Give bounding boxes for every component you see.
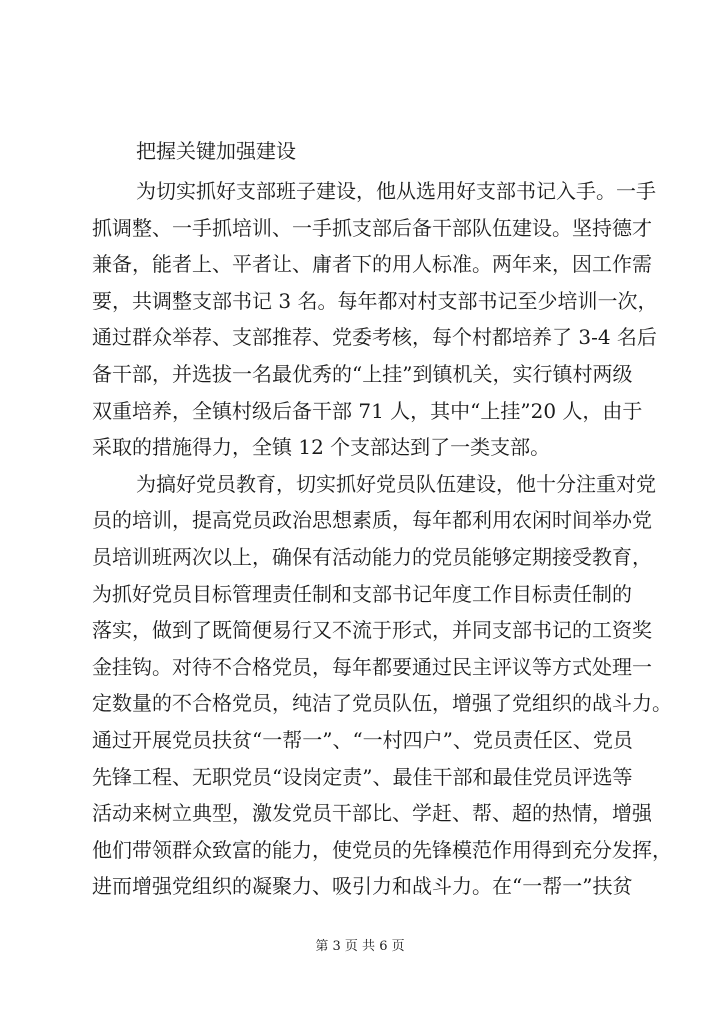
page-footer: 第 3 页 共 6 页 (315, 939, 405, 954)
text-line: 定数量的不合格党员，纯洁了党员队伍，增强了党组织的战斗力。 (92, 691, 672, 716)
section-heading: 把握关键加强建设 (136, 139, 296, 163)
text-line: 兼备，能者上、平者让、庸者下的用人标准。两年来，因工作需 (92, 252, 652, 277)
text-line: 进而增强党组织的凝聚力、吸引力和战斗力。在“一帮一”扶贫 (92, 874, 633, 899)
paragraph-member-education (92, 466, 672, 905)
text-line: 为抓好党员目标管理责任制和支部书记年度工作目标责任制的 (92, 581, 632, 606)
text-line: 通过群众举荐、支部推荐、党委考核，每个村都培养了 3-4 名后 (92, 325, 657, 350)
text-line: 双重培养，全镇村级后备干部 71 人，其中“上挂”20 人，由于 (92, 398, 643, 423)
text-line: 为切实抓好支部班子建设，他从选用好支部书记入手。一手 (136, 179, 656, 203)
paragraph-branch-leadership (92, 173, 658, 466)
text-line: 通过开展党员扶贫“一帮一”、“一村四户”、党员责任区、党员 (92, 727, 633, 752)
text-line: 抓调整、一手抓培训、一手抓支部后备干部队伍建设。坚持德才 (92, 215, 652, 240)
text-line: 活动来树立典型，激发党员干部比、学赶、帮、超的热情，增强 (92, 801, 652, 826)
text-line: 他们带领群众致富的能力，使党员的先锋模范作用得到充分发挥， (92, 837, 672, 862)
text-line: 员培训班两次以上，确保有活动能力的党员能够定期接受教育， (92, 544, 652, 569)
text-line: 备干部，并选拔一名最优秀的“上挂”到镇机关，实行镇村两级 (92, 361, 633, 386)
text-line: 落实，做到了既简便易行又不流于形式，并同支部书记的工资奖 (92, 618, 652, 643)
document-body (92, 133, 672, 905)
text-line: 金挂钩。对待不合格党员，每年都要通过民主评议等方式处理一 (92, 654, 652, 679)
text-line: 采取的措施得力，全镇 12 个支部达到了一类支部。 (92, 435, 551, 460)
text-line: 先锋工程、无职党员“设岗定责”、最佳干部和最佳党员评选等 (92, 764, 633, 789)
text-line: 为搞好党员教育，切实抓好党员队伍建设，他十分注重对党 (136, 471, 656, 496)
text-line: 要，共调整支部书记 3 名。每年都对村支部书记至少培训一次， (92, 288, 658, 313)
text-line: 员的培训，提高党员政治思想素质，每年都利用农闲时间举办党 (92, 508, 652, 533)
